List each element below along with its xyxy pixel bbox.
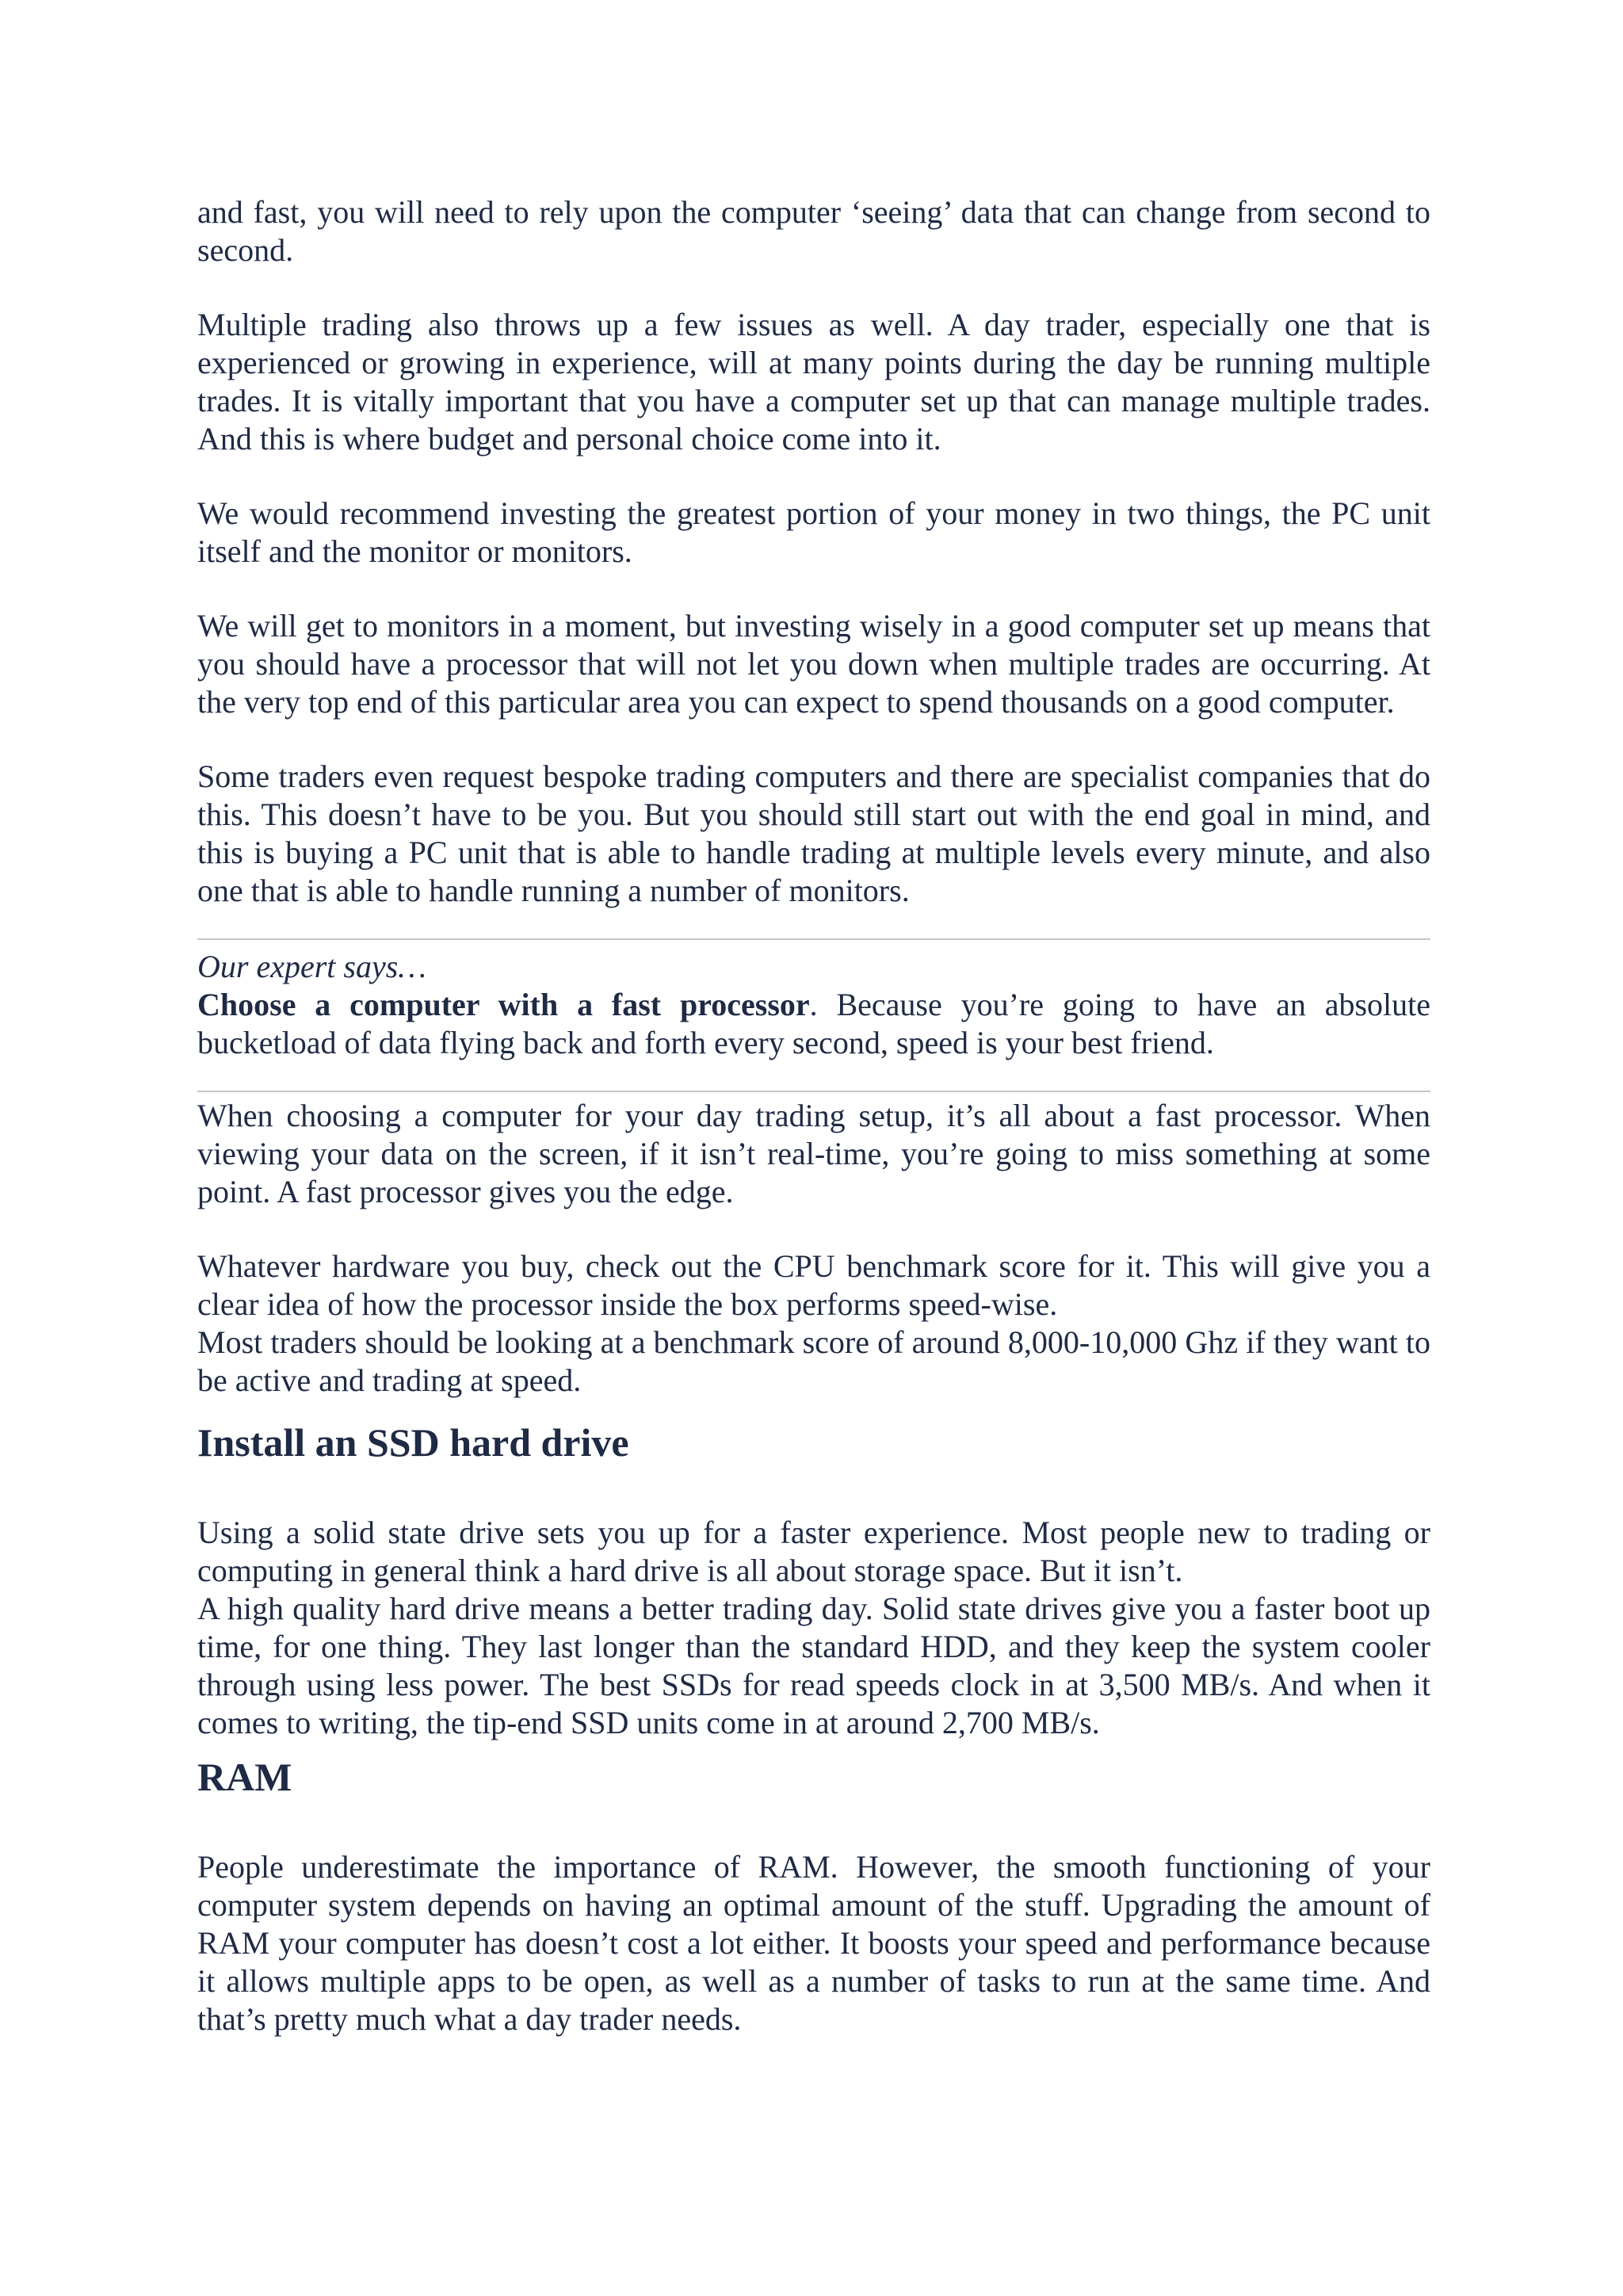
paragraph-fast-processor: When choosing a computer for your day trading setup, it’s all about a fast processor. When viewing your data on the screen, if it isn’t real-time, you’re going to miss something at some point. A fast processor gives you the edge.: [197, 1098, 1430, 1209]
callout-body: [197, 986, 1430, 1062]
paragraph-ram: People underestimate the importance of RAM. However, the smooth functioning of your computer system depends on having an optimal amount of the stuff. Upgrading the amount of RAM your computer has doesn’t cost a lot either. It boosts your speed and performance because it allows multiple apps to be open, as well as a number of tasks to run at the same time. And that’s pretty much what a day trader needs.: [197, 1849, 1430, 2037]
paragraph-recommend-investing: We would recommend investing the greatest portion of your money in two things, the PC unit itself and the monitor or monitors.: [197, 495, 1430, 569]
callout-bold-lead: Choose a computer with a fast processor: [197, 987, 810, 1022]
paragraph-continuation: and fast, you will need to rely upon the computer ‘seeing’ data that can change from second to second.: [197, 194, 1430, 268]
paragraph-ssd-quality: A high quality hard drive means a better trading day. Solid state drives give you a faster boot up time, for one thing. They last longer than the standard HDD, and they keep the system cooler through using less power. The best SSDs for read speeds clock in at 3,500 MB/s. And when it comes to writing, the tip-end SSD units come in at around 2,700 MB/s.: [197, 1591, 1430, 1740]
paragraph-multiple-trading: Multiple trading also throws up a few issues as well. A day trader, especially one that is experienced or growing in experience, will at many points during the day be running multiple trades. It is vitally important that you have a computer set up that can manage multiple trades. And this is where budget and personal choice come into it.: [197, 307, 1430, 457]
heading-ram: RAM: [197, 1755, 292, 1799]
paragraph-cpu-benchmark: Whatever hardware you buy, check out the CPU benchmark score for it. This will give you a clear idea of how the processor inside the box performs speed-wise.: [197, 1248, 1430, 1322]
callout-bottom-divider: [197, 1091, 1430, 1092]
callout-label: Our expert says…: [197, 949, 426, 984]
paragraph-bespoke-computers: Some traders even request bespoke trading computers and there are specialist companies that do this. This doesn’t have to be you. But you should still start out with the end goal in mind, and this is buying a PC unit that is able to handle trading at multiple levels every minute, and also one that is able to handle running a number of monitors.: [197, 758, 1430, 908]
heading-ssd: Install an SSD hard drive: [197, 1420, 629, 1465]
paragraph-benchmark-score: Most traders should be looking at a benchmark score of around 8,000-10,000 Ghz if they want to be active and trading at speed.: [197, 1324, 1430, 1398]
paragraph-ssd-intro: Using a solid state drive sets you up for a faster experience. Most people new to trading or computing in general think a hard drive is all about storage space. But it isn’t.: [197, 1515, 1430, 1588]
page-content: [197, 193, 1430, 2075]
callout-text: . Because you’re going to have an absolute bucketload of data flying back and forth every second, speed is your best friend.: [197, 987, 1430, 1060]
paragraph-monitors-processor: We will get to monitors in a moment, but investing wisely in a good computer set up means that you should have a processor that will not let you down when multiple trades are occurring. At the very top end of this particular area you can expect to spend thousands on a good computer.: [197, 608, 1430, 720]
callout-top-divider: [197, 938, 1430, 940]
